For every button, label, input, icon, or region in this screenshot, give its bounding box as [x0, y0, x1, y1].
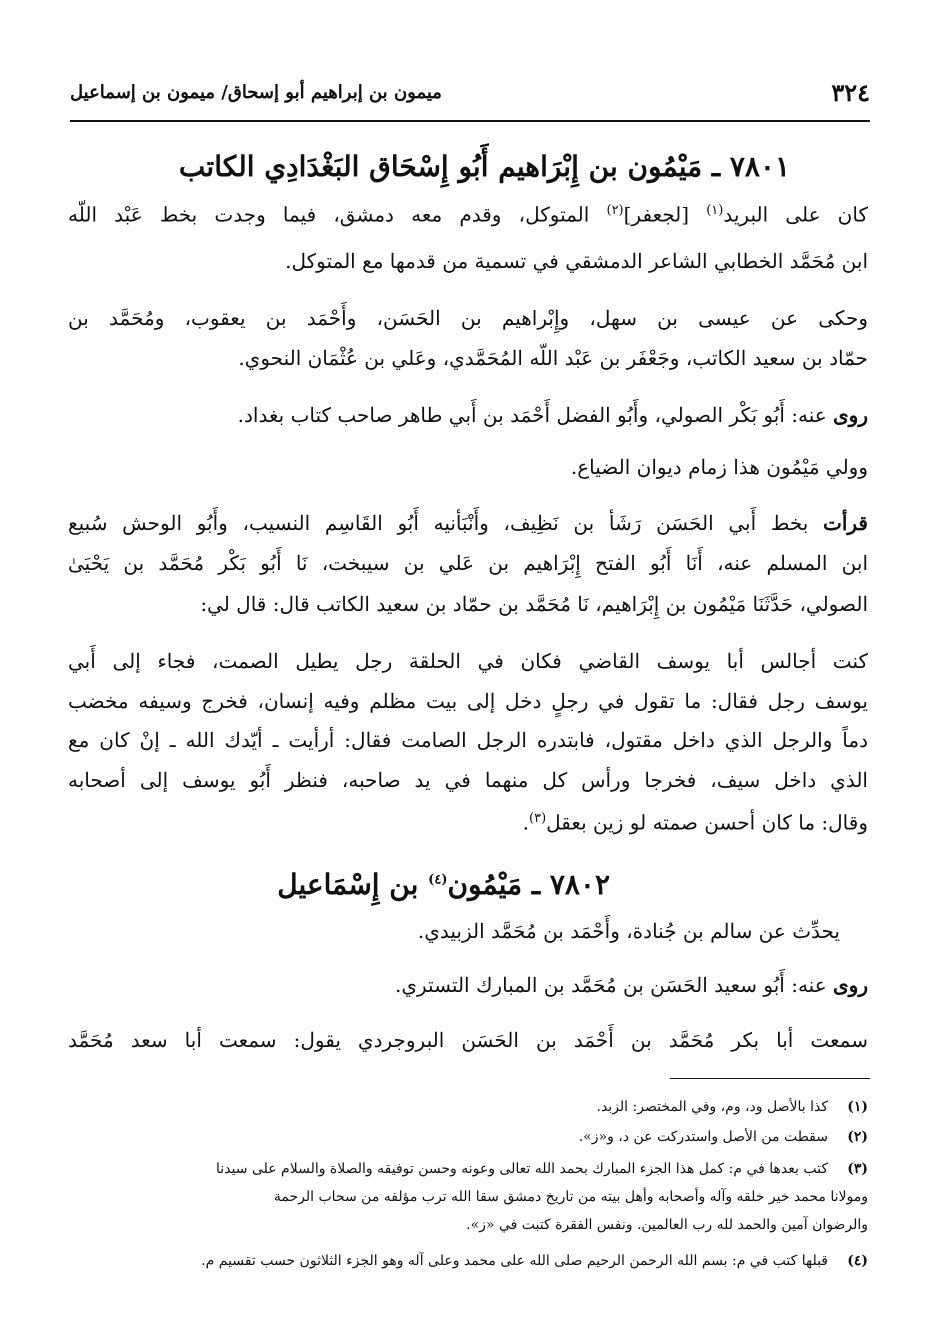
footnote-number: (١) — [847, 1099, 868, 1115]
footnote-number: (٤) — [847, 1253, 868, 1269]
paragraph-line: وولي مَيْمُون هذا زمام ديوان الضياع. — [570, 455, 868, 479]
footnote-ref[interactable]: (٢) — [606, 203, 624, 218]
lead-word: قرأت — [823, 511, 868, 535]
header-divider — [70, 120, 870, 122]
paragraph-line: وقال: ما كان أحسن صمته لو زين بعقل$^{(٣)}$. — [522, 810, 868, 835]
paragraph-line: وحكى عن عيسى بن سهل، وإِبْراهيم بن الحَسَن، وأَحْمَد بن يعقوب، ومُحَمَّد بن — [68, 306, 868, 330]
paragraph-line: يحدِّث عن سالم بن جُنادة، وأَحْمَد بن مُحَمَّد الزبيدي. — [417, 919, 840, 943]
lead-word: روى — [833, 403, 868, 427]
paragraph-line: دماً والرجل الذي داخل مقتول، فابتدره الرجل الصامت فقال: أرأيت ـ أيّدك الله ـ إنْ كان مع — [68, 728, 868, 752]
footnote-divider — [670, 1078, 870, 1079]
footnote-number: (٣) — [847, 1161, 868, 1177]
entry-title-7801: ٧٨٠١ ـ مَيْمُون بن إِبْرَاهيم أَبُو إِسْحَاق البَغْدَادِي الكاتب — [178, 150, 790, 183]
paragraph-line: يوسف رجل فقال: ما تقول في رجلٍ دخل إلى بيت مظلم وفيه إنسان، فخرج وسيفه مخضب — [68, 689, 868, 713]
paragraph-line: قرأت بخط أَبي الحَسَن رَشَأ بن نَظِيف، وأَنْبَأنيه أَبُو القَاسِم النسيب، وأَبُو الوحش سُبيع — [68, 511, 868, 535]
paragraph-line: سمعت أبا بكر مُحَمَّد بن أَحْمَد بن الحَسَن البروجردي يقول: سمعت أبا سعد مُحَمَّد — [68, 1028, 868, 1052]
footnote-3-continuation: والرضوان آمين والحمد لله رب العالمين. ونفس الفقرة كتبت في «ز». — [466, 1217, 868, 1233]
footnote-ref[interactable]: (٣) — [529, 811, 547, 826]
footnote-2: (٢)سقطت من الأصل واستدركت عن د، و«ز». — [68, 1126, 868, 1148]
paragraph-line: روى عنه: أَبُو بَكْر الصولي، وأَبُو الفضل أَحْمَد بن أَبي طاهر صاحب كتاب بغداد. — [237, 403, 868, 427]
paragraph-line: ابن مُحَمَّد الخطابي الشاعر الدمشقي في تسمية من قدمها مع المتوكل. — [285, 249, 868, 273]
page-header — [70, 78, 870, 118]
paragraph-line: كان على البريد$^{(١)}$ [لجعفر]$^{(٢)}$ المتوكل، وقدم معه دمشق، فيما وجدت بخط عَبْد اللّه — [68, 202, 868, 227]
paragraph-line: روى عنه: أَبُو سعيد الحَسَن بن مُحَمَّد بن المبارك التستري. — [394, 973, 868, 997]
footnote-1: (١)كذا بالأصل ود، وم، وفي المختصر: الزبد. — [68, 1096, 868, 1118]
footnote-3-continuation: ومولانا محمد خير خلقه وآله وأصحابه وأهل بيته من تاريخ دمشق سقا الله ترب مؤلفه من سحاب الرحمة — [273, 1189, 868, 1205]
footnote-3: (٣)كتب بعدها في م: كمل هذا الجزء المبارك بحمد الله تعالى وعونه وحسن توفيقه والصلاة والسلام على سيدنا — [68, 1158, 868, 1180]
paragraph-line: الصولي، حَدَّثَنَا مَيْمُون بن إِبْرَاهيم، نَا مُحَمَّد بن حمّاد بن سعيد الكاتب قال: قال لي: — [200, 592, 868, 616]
paragraph-line: كنت أجالس أبا يوسف القاضي فكان في الحلقة رجل يطيل الصمت، فجاء إلى أَبي — [68, 649, 868, 673]
page-number: ٣٢٤ — [831, 78, 870, 107]
footnote-ref[interactable]: (١) — [706, 203, 724, 218]
paragraph-line: الذي داخل سيف، فخرجا ورأس كل منهما في يد صاحبه، فنظر أَبُو يوسف إلى أصحابه — [68, 768, 868, 792]
paragraph-line: ابن المسلم عنه، أَنَا أَبُو الفتح إِبْرَاهيم بن عَلي بن سيبخت، نَا أَبُو بَكْر مُحَمَّد بن يَحْيَىٰ — [68, 551, 868, 575]
footnote-4: (٤)قبلها كتب في م: بسم الله الرحمن الرحيم صلى الله على محمد وعلى آله وهو الجزء الثلاثون حسب تقسيم م. — [68, 1250, 868, 1272]
lead-word: روى — [833, 973, 868, 997]
entry-title-7802: ٧٨٠٢ ـ مَيْمُون$^{(٤)}$ بن إِسْمَاعيل — [277, 868, 610, 901]
running-head: ميمون بن إبراهيم أبو إسحاق/ ميمون بن إسماعيل — [70, 82, 442, 103]
footnote-ref[interactable]: (٤) — [428, 872, 448, 888]
paragraph-line: حمّاد بن سعيد الكاتب، وجَعْفَر بن عَبْد اللّه المُحَمَّدي، وعَلي بن عُثْمَان النحوي. — [238, 346, 868, 370]
footnote-number: (٢) — [847, 1129, 868, 1145]
